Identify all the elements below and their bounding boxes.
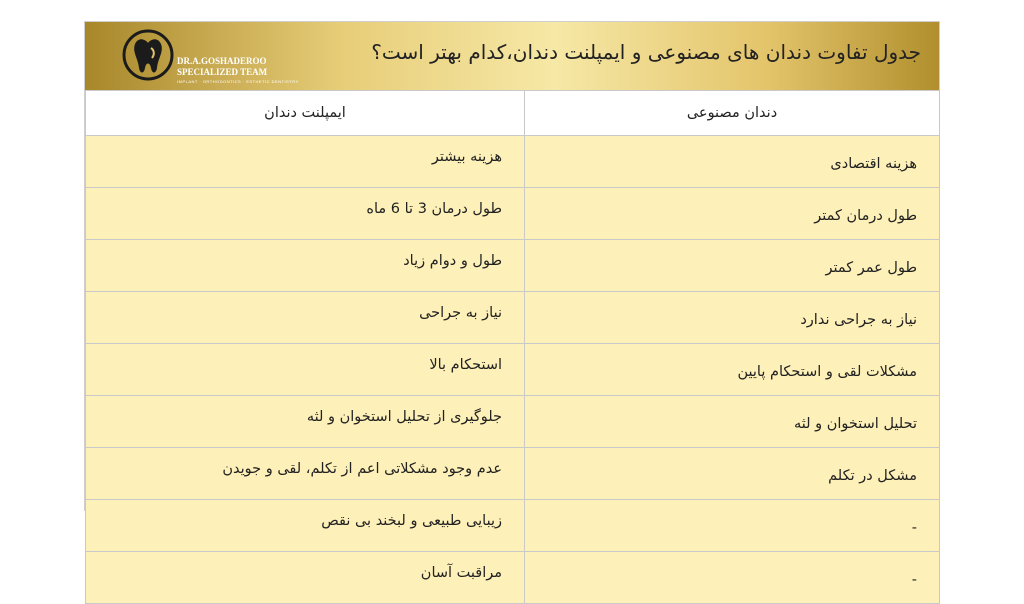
denture-cell: نیاز به جراحی ندارد bbox=[525, 292, 940, 344]
table-row bbox=[86, 240, 940, 292]
table-row bbox=[86, 344, 940, 396]
denture-cell: طول درمان کمتر bbox=[525, 188, 940, 240]
implant-cell: عدم وجود مشکلاتی اعم از تکلم، لقی و جویدن bbox=[86, 448, 525, 500]
denture-cell: مشکل در تکلم bbox=[525, 448, 940, 500]
implant-cell: نیاز به جراحی bbox=[86, 292, 525, 344]
table-row bbox=[86, 292, 940, 344]
comparison-table bbox=[85, 90, 940, 604]
implant-cell: مراقبت آسان bbox=[86, 552, 525, 604]
implant-cell: طول و دوام زیاد bbox=[86, 240, 525, 292]
denture-cell: - bbox=[525, 552, 940, 604]
column-header-dentures: دندان مصنوعی bbox=[525, 91, 940, 136]
denture-cell: تحلیل استخوان و لثه bbox=[525, 396, 940, 448]
table-row bbox=[86, 500, 940, 552]
comparison-table-card bbox=[84, 21, 940, 588]
table-row bbox=[86, 448, 940, 500]
table-row bbox=[86, 396, 940, 448]
implant-cell: طول درمان 3 تا 6 ماه bbox=[86, 188, 525, 240]
column-header-implants: ایمپلنت دندان bbox=[86, 91, 525, 136]
table-row bbox=[86, 136, 940, 188]
implant-cell: هزینه بیشتر bbox=[86, 136, 525, 188]
denture-cell: مشکلات لقی و استحکام پایین bbox=[525, 344, 940, 396]
table-row bbox=[86, 552, 940, 604]
logo-team: SPECIALIZED TEAM bbox=[177, 67, 268, 77]
implant-cell: زیبایی طبیعی و لبخند بی نقص bbox=[86, 500, 525, 552]
denture-cell: هزینه اقتصادی bbox=[525, 136, 940, 188]
table-header-row bbox=[86, 91, 940, 136]
denture-cell: - bbox=[525, 500, 940, 552]
table-row bbox=[86, 188, 940, 240]
page-title: جدول تفاوت دندان های مصنوعی و ایمپلنت دندان،کدام بهتر است؟ bbox=[371, 40, 921, 64]
implant-cell: استحکام بالا bbox=[86, 344, 525, 396]
logo-name: DR.A.GOSHADEROO bbox=[177, 56, 267, 66]
clinic-logo bbox=[121, 28, 341, 84]
implant-cell: جلوگیری از تحلیل استخوان و لثه bbox=[86, 396, 525, 448]
logo-tagline: IMPLANT · ORTHODONTICS · ESTHETIC DENTISTRY bbox=[177, 79, 299, 84]
table-header-banner bbox=[85, 22, 939, 91]
tooth-logo-icon bbox=[121, 28, 175, 82]
denture-cell: طول عمر کمتر bbox=[525, 240, 940, 292]
